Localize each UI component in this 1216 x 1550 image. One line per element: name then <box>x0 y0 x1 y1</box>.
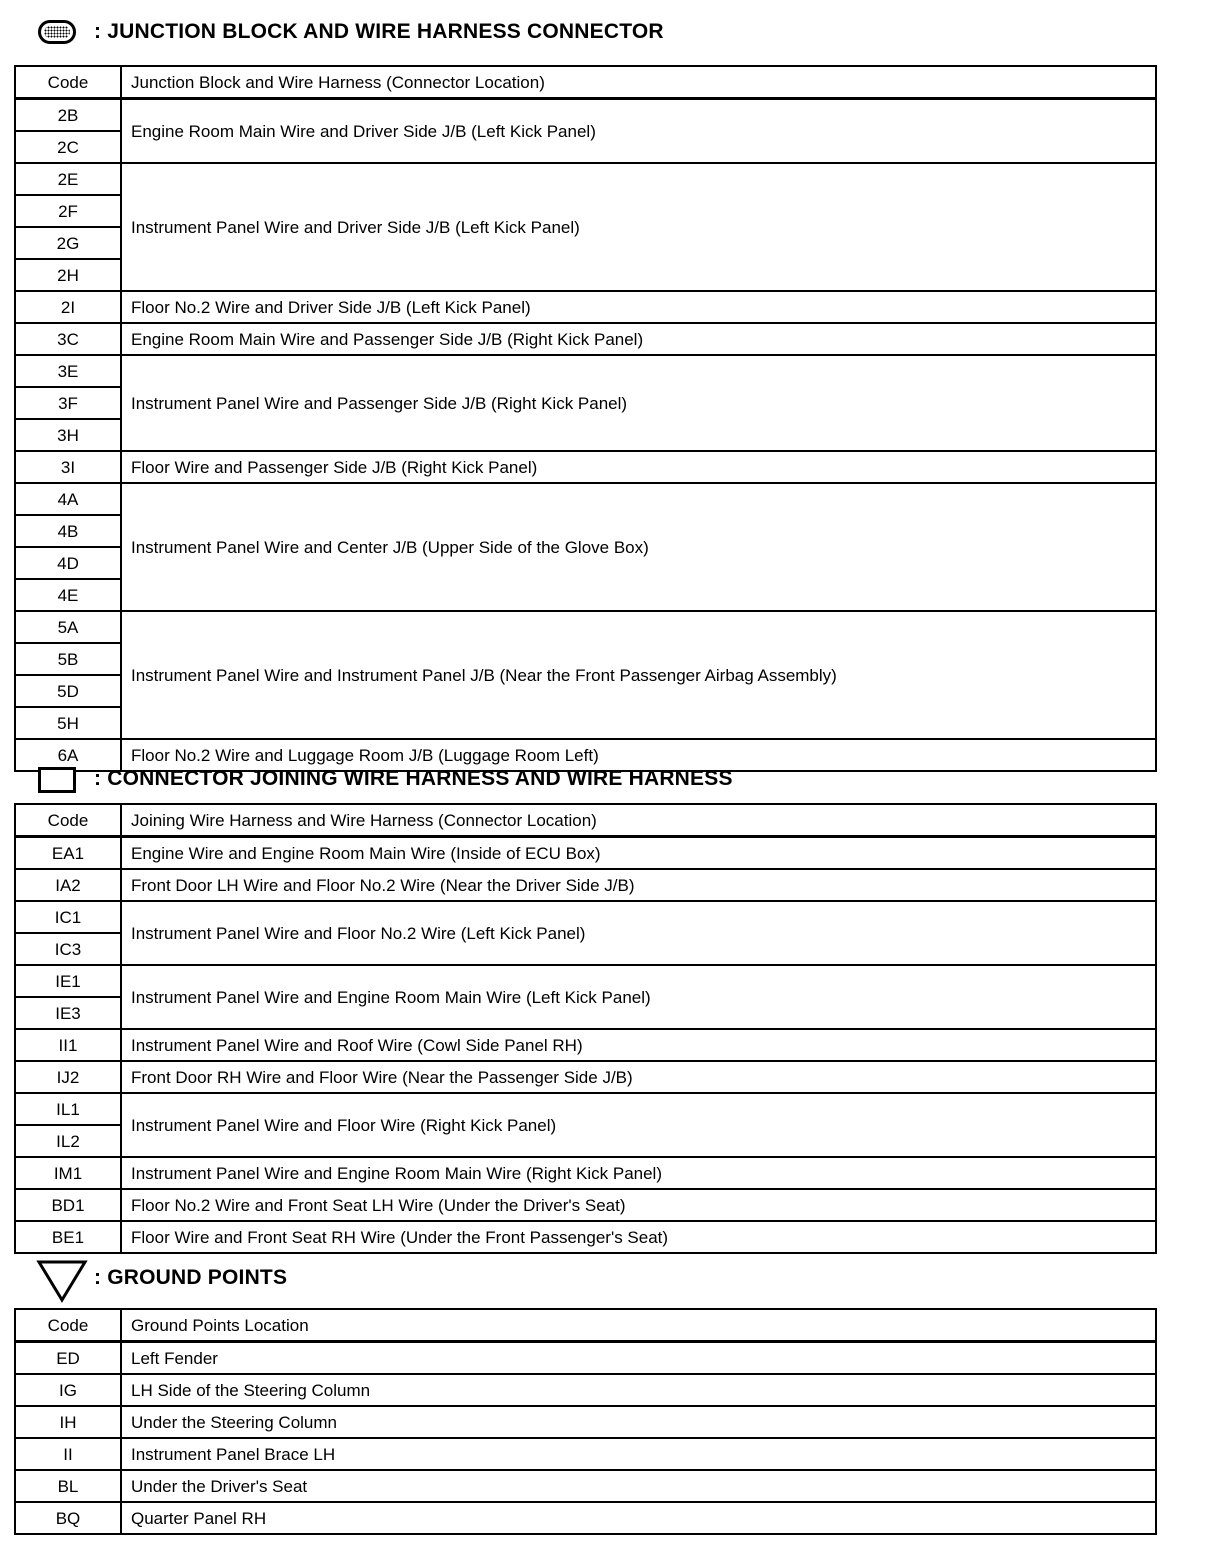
table-row <box>15 1157 1156 1189</box>
header-description: Junction Block and Wire Harness (Connector Location) <box>121 66 1156 99</box>
ground-points-table <box>14 1308 1157 1535</box>
table-header-row <box>15 1309 1156 1342</box>
table-row <box>15 1406 1156 1438</box>
code-cell: 5A <box>15 611 121 643</box>
section-heading-connector <box>30 759 733 799</box>
header-code: Code <box>15 804 121 837</box>
code-cell: IA2 <box>15 869 121 901</box>
code-cell: IM1 <box>15 1157 121 1189</box>
code-cell: 2I <box>15 291 121 323</box>
code-cell: IE3 <box>15 997 121 1029</box>
code-cell: 5B <box>15 643 121 675</box>
code-cell: 3E <box>15 355 121 387</box>
table-row <box>15 1093 1156 1125</box>
table-row <box>15 323 1156 355</box>
code-cell: 2C <box>15 131 121 163</box>
section-heading-ground-points <box>30 1258 287 1298</box>
table-row <box>15 483 1156 515</box>
location-cell: Floor Wire and Front Seat RH Wire (Under the Front Passenger's Seat) <box>121 1221 1156 1253</box>
table-row <box>15 1502 1156 1534</box>
table-row <box>15 163 1156 195</box>
code-cell: 2G <box>15 227 121 259</box>
code-cell: 2E <box>15 163 121 195</box>
location-cell: Instrument Panel Wire and Roof Wire (Cowl Side Panel RH) <box>121 1029 1156 1061</box>
location-cell: Quarter Panel RH <box>121 1502 1156 1534</box>
code-cell: 5H <box>15 707 121 739</box>
header-description: Joining Wire Harness and Wire Harness (Connector Location) <box>121 804 1156 837</box>
table-row <box>15 291 1156 323</box>
code-cell: II1 <box>15 1029 121 1061</box>
section-heading-junction-block <box>30 12 664 52</box>
location-cell: Floor Wire and Passenger Side J/B (Right Kick Panel) <box>121 451 1156 483</box>
table-row <box>15 1374 1156 1406</box>
location-cell: Front Door RH Wire and Floor Wire (Near the Passenger Side J/B) <box>121 1061 1156 1093</box>
code-cell: 2B <box>15 99 121 132</box>
location-cell: Engine Room Main Wire and Passenger Side J/B (Right Kick Panel) <box>121 323 1156 355</box>
code-cell: BE1 <box>15 1221 121 1253</box>
table-row <box>15 869 1156 901</box>
location-cell: Engine Room Main Wire and Driver Side J/B (Left Kick Panel) <box>121 99 1156 164</box>
header-description: Ground Points Location <box>121 1309 1156 1342</box>
code-cell: 3I <box>15 451 121 483</box>
code-cell: BL <box>15 1470 121 1502</box>
code-cell: 4B <box>15 515 121 547</box>
code-cell: 4D <box>15 547 121 579</box>
table-row <box>15 1029 1156 1061</box>
location-cell: Instrument Panel Wire and Engine Room Main Wire (Right Kick Panel) <box>121 1157 1156 1189</box>
code-cell: IL1 <box>15 1093 121 1125</box>
table-row <box>15 355 1156 387</box>
code-cell: IC3 <box>15 933 121 965</box>
location-cell: Instrument Panel Wire and Driver Side J/B (Left Kick Panel) <box>121 163 1156 291</box>
code-cell: 6A <box>15 739 121 771</box>
code-cell: 5D <box>15 675 121 707</box>
location-cell: Instrument Panel Wire and Center J/B (Upper Side of the Glove Box) <box>121 483 1156 611</box>
location-cell: Floor No.2 Wire and Luggage Room J/B (Luggage Room Left) <box>121 739 1156 771</box>
code-cell: IG <box>15 1374 121 1406</box>
code-cell: IE1 <box>15 965 121 997</box>
section-title: : GROUND POINTS <box>94 1266 288 1289</box>
section-title: : JUNCTION BLOCK AND WIRE HARNESS CONNECTOR <box>94 20 664 43</box>
code-cell: BQ <box>15 1502 121 1534</box>
junction-block-icon <box>30 12 94 52</box>
table-row <box>15 1061 1156 1093</box>
junction-block-table <box>14 65 1157 772</box>
table-row <box>15 1221 1156 1253</box>
section-title: : CONNECTOR JOINING WIRE HARNESS AND WIRE HARNESS <box>94 767 733 790</box>
location-cell: Instrument Panel Brace LH <box>121 1438 1156 1470</box>
code-cell: 2H <box>15 259 121 291</box>
code-cell: 2F <box>15 195 121 227</box>
table-row <box>15 1189 1156 1221</box>
code-cell: 3H <box>15 419 121 451</box>
code-cell: 3F <box>15 387 121 419</box>
location-cell: Floor No.2 Wire and Front Seat LH Wire (Under the Driver's Seat) <box>121 1189 1156 1221</box>
location-cell: Floor No.2 Wire and Driver Side J/B (Left Kick Panel) <box>121 291 1156 323</box>
code-cell: BD1 <box>15 1189 121 1221</box>
code-cell: II <box>15 1438 121 1470</box>
header-code: Code <box>15 66 121 99</box>
location-cell: Instrument Panel Wire and Floor No.2 Wire (Left Kick Panel) <box>121 901 1156 965</box>
table-row <box>15 965 1156 997</box>
table-row <box>15 1342 1156 1375</box>
location-cell: Instrument Panel Wire and Floor Wire (Right Kick Panel) <box>121 1093 1156 1157</box>
table-row <box>15 901 1156 933</box>
connector-table <box>14 803 1157 1254</box>
code-cell: IJ2 <box>15 1061 121 1093</box>
code-cell: 4E <box>15 579 121 611</box>
table-row <box>15 1438 1156 1470</box>
location-cell: Front Door LH Wire and Floor No.2 Wire (Near the Driver Side J/B) <box>121 869 1156 901</box>
code-cell: IH <box>15 1406 121 1438</box>
table-header-row <box>15 66 1156 99</box>
table-row <box>15 99 1156 132</box>
code-cell: EA1 <box>15 837 121 870</box>
location-cell: Under the Driver's Seat <box>121 1470 1156 1502</box>
location-cell: Instrument Panel Wire and Engine Room Main Wire (Left Kick Panel) <box>121 965 1156 1029</box>
location-cell: Left Fender <box>121 1342 1156 1375</box>
code-cell: IC1 <box>15 901 121 933</box>
table-header-row <box>15 804 1156 837</box>
location-cell: Instrument Panel Wire and Passenger Side J/B (Right Kick Panel) <box>121 355 1156 451</box>
table-row <box>15 1470 1156 1502</box>
table-row <box>15 837 1156 870</box>
location-cell: Under the Steering Column <box>121 1406 1156 1438</box>
code-cell: 4A <box>15 483 121 515</box>
header-code: Code <box>15 1309 121 1342</box>
ground-triangle-icon <box>30 1258 94 1298</box>
location-cell: Instrument Panel Wire and Instrument Panel J/B (Near the Front Passenger Airbag Assembly) <box>121 611 1156 739</box>
location-cell: LH Side of the Steering Column <box>121 1374 1156 1406</box>
table-row <box>15 451 1156 483</box>
location-cell: Engine Wire and Engine Room Main Wire (Inside of ECU Box) <box>121 837 1156 870</box>
connector-icon <box>30 759 94 799</box>
table-row <box>15 611 1156 643</box>
code-cell: ED <box>15 1342 121 1375</box>
code-cell: IL2 <box>15 1125 121 1157</box>
code-cell: 3C <box>15 323 121 355</box>
